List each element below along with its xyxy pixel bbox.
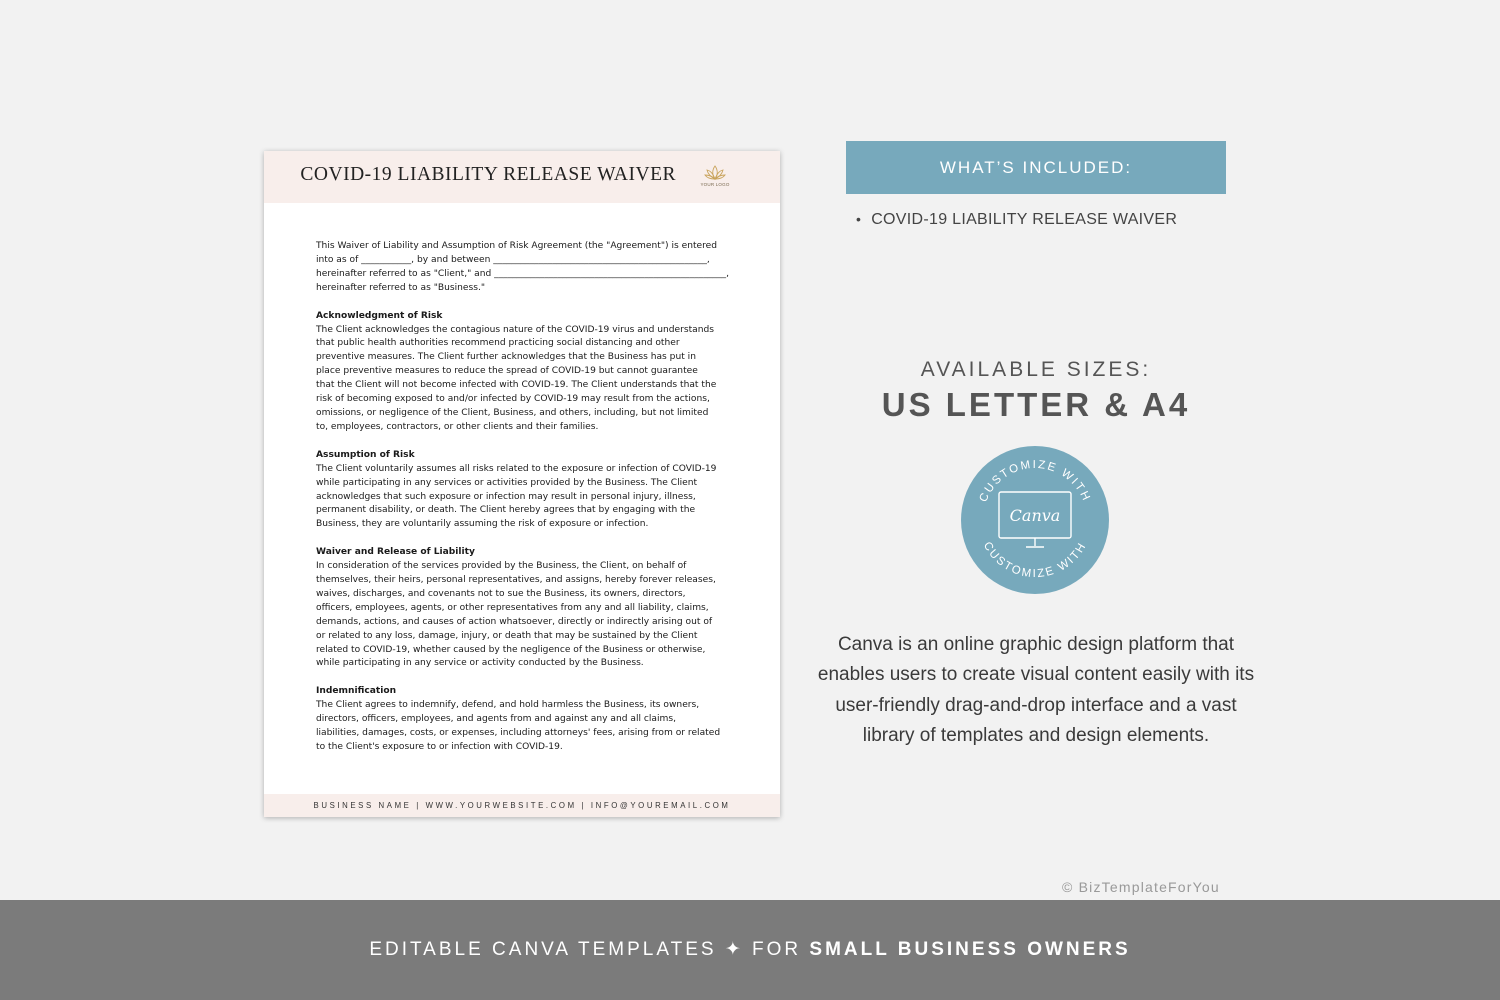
copyright-text: © BizTemplateForYou [1062, 879, 1220, 895]
whats-included-heading: WHAT’S INCLUDED: [846, 141, 1226, 194]
document-footer: BUSINESS NAME | WWW.YOURWEBSITE.COM | INFO@YOUREMAIL.COM [264, 794, 780, 817]
included-list [856, 211, 1177, 229]
section-line: The Client agrees to indemnify, defend, and hold harmless the Business, its owners, [316, 700, 700, 711]
section-line: permanent disability, or death. The Client hereby agrees that by engaging with the [316, 505, 696, 516]
bottom-banner-prefix: EDITABLE CANVA TEMPLATES ✦ FOR [369, 939, 810, 960]
bottom-banner [0, 900, 1500, 1000]
document-title: COVID-19 LIABILITY RELEASE WAIVER [300, 164, 676, 185]
included-item: • COVID-19 LIABILITY RELEASE WAIVER [856, 211, 1177, 229]
section-heading: Indemnification [316, 686, 397, 697]
section-line: In consideration of the services provided by the Business, the Client, on behalf of [316, 561, 687, 572]
section-line: related to COVID-19, whether caused by the negligence of the Business or otherwise, [316, 644, 706, 655]
section-heading: Acknowledgment of Risk [316, 310, 443, 321]
badge-top-text: CUSTOMIZE WITH [977, 458, 1093, 505]
section-paragraph [316, 699, 730, 755]
section-paragraph [316, 560, 730, 671]
customize-with-canva-badge [960, 445, 1110, 595]
section-line: officers, employees, agents, or other representatives from any and all liability, claims, [316, 602, 709, 613]
document-preview [264, 151, 780, 817]
section-line: that the Client will not become infected with COVID-19. The Client understands that the [316, 380, 717, 391]
section-line: risk of becoming exposed to and/or infected by COVID-19 may result from the actions, [316, 394, 710, 405]
section-line: that public health authorities recommend practicing social distancing and other [316, 338, 680, 349]
section-heading: Waiver and Release of Liability [316, 547, 475, 558]
section-line: directors, officers, employees, and agents from and against any and all claims, [316, 714, 677, 725]
badge-brand: Canva [1009, 506, 1061, 525]
logo [700, 165, 730, 195]
section-line: place preventive measures to reduce the spread of COVID-19 but cannot guarantee [316, 366, 698, 377]
section-line: The Client acknowledges the contagious nature of the COVID-19 virus and understands [316, 324, 715, 335]
section-line: omissions, or negligence of the Client, Business, and others, including, but not limited [316, 407, 709, 418]
section-line: themselves, their heirs, personal representatives, and assigns, hereby forever releases, [316, 575, 716, 586]
section-line: waives, discharges, and covenants not to sue the Business, its owners, directors, [316, 588, 686, 599]
section-line: or related to any loss, damage, injury, or death that may be sustained by the Client [316, 630, 698, 641]
section-line: preventive measures. The Client further acknowledges that the Business has put in [316, 352, 696, 363]
section-line: while participating in any services or activities provided by the Business. The Client [316, 477, 698, 488]
intro-line: This Waiver of Liability and Assumption of Risk Agreement (the "Agreement") is entered [316, 241, 718, 251]
logo-text: YOUR LOGO [700, 182, 730, 187]
section-heading: Assumption of Risk [316, 449, 415, 460]
section-paragraph [316, 463, 730, 533]
section-line: to the Client's exposure to or infection with COVID-19. [316, 742, 563, 752]
section-line: The Client voluntarily assumes all risks related to the exposure or infection of COVID-19 [316, 463, 717, 474]
available-sizes-label: AVAILABLE SIZES: [920, 358, 1152, 381]
lotus-icon [704, 165, 726, 181]
section-line: while participating in any service or activity conducted by the Business. [316, 658, 644, 669]
available-sizes-value: US LETTER & A4 [881, 386, 1191, 423]
document-body [316, 240, 730, 755]
intro-line: into as of ___________, by and between _______________________________________________, [316, 254, 710, 265]
bottom-banner-bold: SMALL BUSINESS OWNERS [809, 939, 1131, 960]
document-header [264, 151, 780, 203]
intro-line: hereinafter referred to as "Client," and ___________________________________________________, [316, 268, 729, 279]
intro-line: hereinafter referred to as "Business." [316, 282, 486, 293]
section-line: Business, they are voluntarily assuming the risk of exposure or infection. [316, 519, 649, 530]
section-line: to, employees, contractors, or other clients and their families. [316, 421, 599, 432]
badge-bottom-text: CUSTOMIZE WITH [980, 540, 1090, 581]
canva-description: Canva is an online graphic design platform that enables users to create visual content easily with its user-friendly drag-and-drop interface and a vast library of templates and design elements. [817, 634, 1255, 746]
section-line: demands, actions, and causes of action whatsoever, directly or indirectly arising out of [316, 616, 713, 627]
intro-paragraph [316, 240, 730, 296]
section-paragraph [316, 324, 730, 435]
section-line: liabilities, damages, costs, or expenses, including attorneys' fees, arising from or related [316, 728, 721, 739]
section-line: acknowledges that such exposure or infection may result in personal injury, illness, [316, 491, 696, 502]
